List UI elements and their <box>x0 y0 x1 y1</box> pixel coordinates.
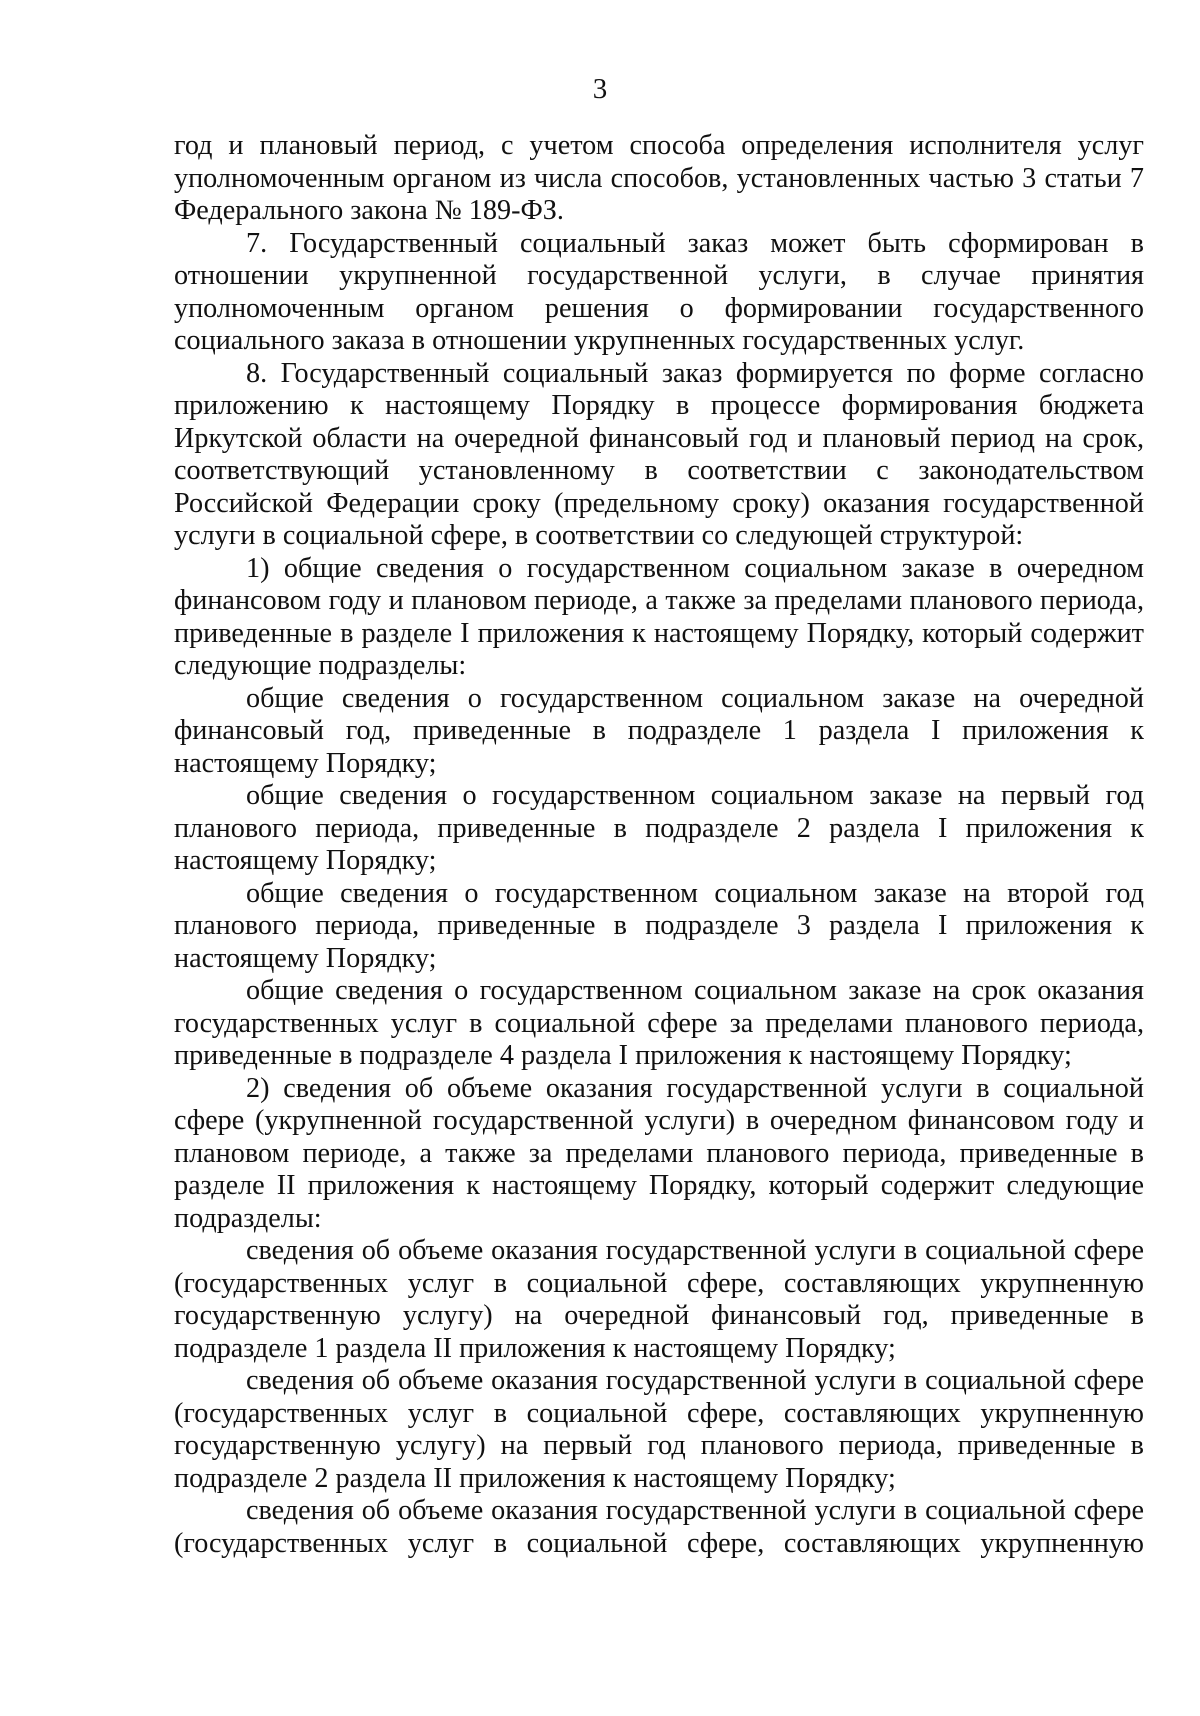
paragraph-subsection: общие сведения о государственном социальном заказе на первый год планового периода, приведенные в подразделе 2 раздела I приложения к настоящему Порядку; <box>174 780 1144 876</box>
paragraph-item-8: 8. Государственный социальный заказ формируется по форме согласно приложению к настоящему Порядку в процессе формирования бюджета Иркутской области на очередной финансовый год и плановый период на срок, соответствующий установленному в соответствии с законодательством Российской Федерации сроку (предельному сроку) оказания государственной услуги в социальной сфере, в соответствии со следующей структурой: <box>174 357 1144 551</box>
paragraph-item-7: 7. Государственный социальный заказ может быть сформирован в отношении укрупненной государственной услуги, в случае принятия уполномоченным органом решения о формировании государственного социального заказа в отношении укрупненных государственных услуг. <box>174 227 1144 356</box>
paragraph-subsection: общие сведения о государственном социальном заказе на второй год планового периода, приведенные в подразделе 3 раздела I приложения к настоящему Порядку; <box>174 877 1144 974</box>
document-body <box>174 130 1144 1560</box>
paragraph-subsection: сведения об объеме оказания государственной услуги в социальной сфере (государственных услуг в социальной сфере, составляющих укрупненную <box>174 1495 1144 1559</box>
paragraph-subsection: сведения об объеме оказания государственной услуги в социальной сфере (государственных услуг в социальной сфере, составляющих укрупненную государственную услугу) на первый год планового периода, приведенные в подразделе 2 раздела II приложения к настоящему Порядку; <box>174 1365 1144 1494</box>
paragraph-subsection: сведения об объеме оказания государственной услуги в социальной сфере (государственных услуг в социальной сфере, составляющих укрупненную государственную услугу) на очередной финансовый год, приведенные в подразделе 1 раздела II приложения к настоящему Порядку; <box>174 1235 1144 1364</box>
page-number: 3 <box>592 73 608 105</box>
paragraph-subsection: общие сведения о государственном социальном заказе на очередной финансовый год, приведенные в подразделе 1 раздела I приложения к настоящему Порядку; <box>174 682 1144 779</box>
paragraph-subitem-2: 2) сведения об объеме оказания государственной услуги в социальной сфере (укрупненной государственной услуги) в очередном финансовом году и плановом периоде, а также за пределами планового периода, приведенные в разделе II приложения к настоящему Порядку, который содержит следующие подразделы: <box>174 1072 1144 1234</box>
paragraph-subsection: общие сведения о государственном социальном заказе на срок оказания государственных услуг в социальной сфере за пределами планового периода, приведенные в подразделе 4 раздела I приложения к настоящему Порядку; <box>174 975 1144 1071</box>
paragraph-continuation: год и плановый период, с учетом способа определения исполнителя услуг уполномоченным органом из числа способов, установленных частью 3 статьи 7 Федерального закона № 189-ФЗ. <box>174 130 1144 226</box>
paragraph-subitem-1: 1) общие сведения о государственном социальном заказе в очередном финансовом году и плановом периоде, а также за пределами планового периода, приведенные в разделе I приложения к настоящему Порядку, который содержит следующие подразделы: <box>174 552 1144 681</box>
